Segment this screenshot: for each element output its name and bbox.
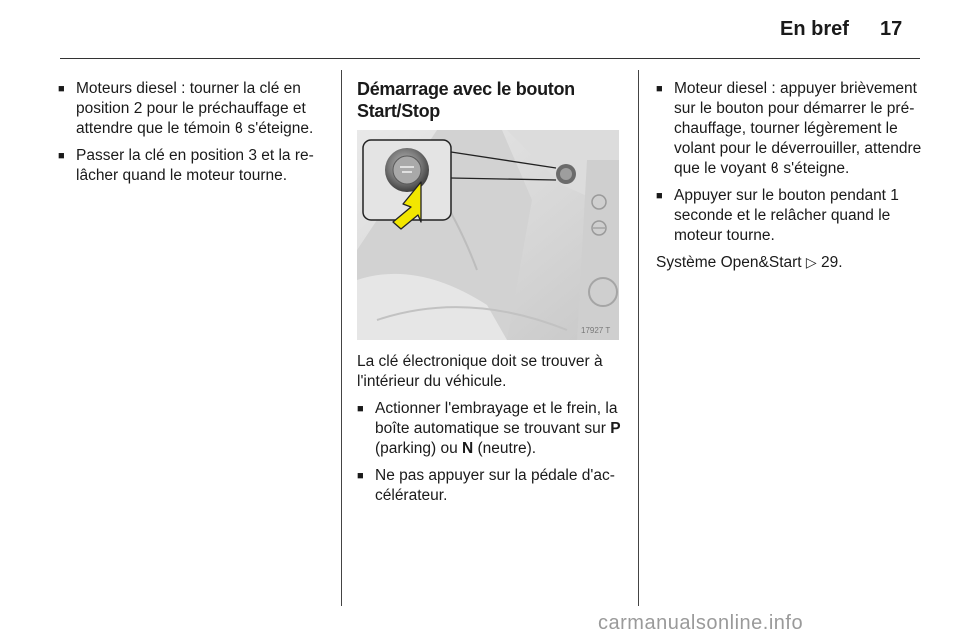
list-item: ■ Moteurs diesel : tourner la clé en position 2 pour le préchauffage et attendre que le témoin ϐ s'éteigne. bbox=[58, 79, 330, 139]
intro-text: La clé électronique doit se trouver à l'intérieur du véhicule. bbox=[357, 353, 603, 390]
column-left bbox=[58, 79, 330, 193]
list-item: ■ Moteur diesel : appuyer brièvement sur le bouton pour démarrer le préchauffage, tourner légèrement le volant pour le déverrouiller, attendre que le voyant ϐ s'éteigne. bbox=[656, 79, 922, 179]
glow-plug-icon: ϐ bbox=[770, 161, 780, 177]
start-stop-button-illustration bbox=[357, 130, 619, 340]
list-item: ■ Appuyer sur le bouton pendant 1 seconde et le relâcher quand le moteur tourne. bbox=[656, 186, 922, 246]
list-item: ■ Passer la clé en position 3 et la relâcher quand le moteur tourne. bbox=[58, 146, 330, 186]
header-divider bbox=[60, 58, 920, 59]
cross-reference: Système Open&Start ▷ 29. bbox=[656, 254, 843, 271]
page-reference-icon: ▷ bbox=[805, 255, 817, 271]
page-number: 17 bbox=[880, 18, 903, 40]
watermark: carmanualsonline.info bbox=[598, 612, 804, 634]
section-title: En bref bbox=[780, 18, 849, 40]
column-divider-right bbox=[638, 70, 639, 606]
glow-plug-icon: ϐ bbox=[234, 121, 244, 137]
column-divider-left bbox=[341, 70, 342, 606]
list-item: ■ Actionner l'embrayage et le frein, la boîte automatique se trouvant sur P (parking) ou N (neutre). bbox=[357, 399, 625, 459]
section-heading: Démarrage avec le bouton Start/Stop bbox=[357, 79, 575, 121]
figure-code: 17927 T bbox=[581, 326, 611, 335]
column-middle bbox=[357, 78, 625, 513]
column-right bbox=[656, 79, 922, 280]
list-item: ■ Ne pas appuyer sur la pédale d'accélérateur. bbox=[357, 466, 625, 506]
